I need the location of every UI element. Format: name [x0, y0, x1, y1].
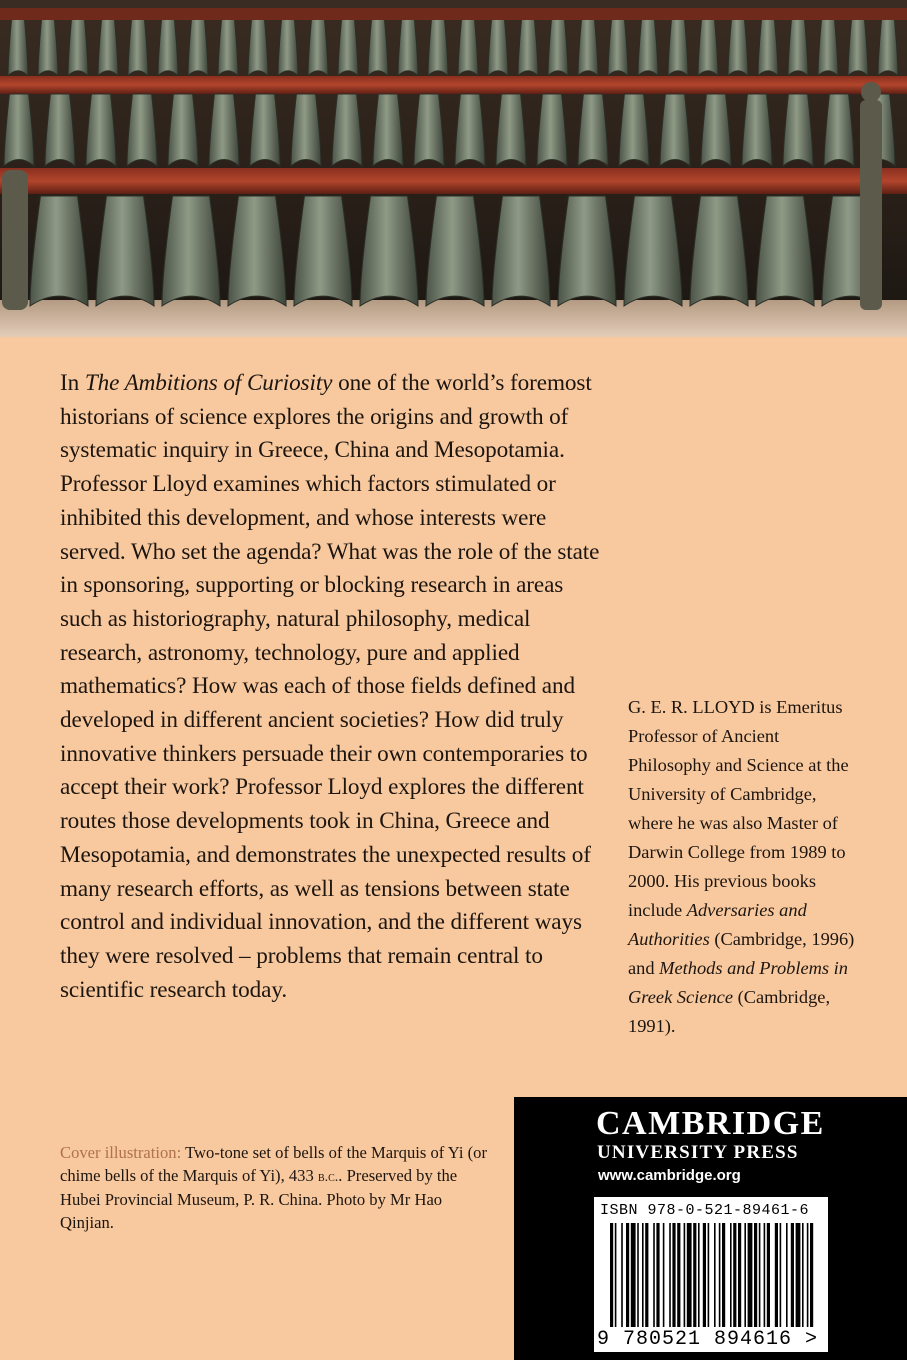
small-bell [668, 18, 688, 76]
small-bell [488, 18, 508, 76]
barcode-bar [626, 1223, 629, 1327]
large-bell [96, 196, 154, 306]
bio-text-2: (Cambridge, 1996) and [628, 929, 855, 978]
author-bio-paragraph [628, 693, 863, 1041]
large-bell [624, 196, 682, 306]
credit-text-1: Two-tone set of bells of the Marquis of Yi (or chime bells of the Marquis of Yi), 433 [60, 1143, 487, 1185]
small-bell [878, 18, 898, 76]
barcode-bar [615, 1223, 617, 1327]
medium-bell [291, 94, 321, 166]
small-bell [338, 18, 358, 76]
medium-bell [332, 94, 362, 166]
cover-illustration-credit [60, 1142, 500, 1234]
small-bell [818, 18, 838, 76]
small-bell [248, 18, 268, 76]
bio-book-1: Adversaries and Authorities [628, 900, 807, 949]
small-bell [698, 18, 718, 76]
medium-bell [783, 94, 813, 166]
credit-era: b.c. [317, 1169, 339, 1185]
top-beam [0, 8, 907, 20]
medium-bell [537, 94, 567, 166]
barcode-bar [621, 1223, 623, 1327]
small-bell [218, 18, 238, 76]
barcode-bar [631, 1223, 636, 1327]
small-bell [98, 18, 118, 76]
large-bell [756, 196, 814, 306]
publisher-block [514, 1097, 907, 1360]
medium-bell [742, 94, 772, 166]
barcode-bar [663, 1223, 665, 1327]
book-description [60, 367, 600, 1007]
credit-label: Cover illustration: [60, 1143, 182, 1162]
large-bell [558, 196, 616, 306]
medium-bell [127, 94, 157, 166]
small-bell [518, 18, 538, 76]
barcode-bar [677, 1223, 680, 1327]
barcode-bar [684, 1223, 686, 1327]
barcode-bar [703, 1223, 706, 1327]
small-bell [68, 18, 88, 76]
barcode-bar [653, 1223, 655, 1327]
barcode-bar [719, 1223, 721, 1327]
isbn-label: ISBN 978-0-521-89461-6 [600, 1202, 810, 1219]
small-bell [608, 18, 628, 76]
barcode-bar [698, 1223, 700, 1327]
barcode-bar [642, 1223, 644, 1327]
small-bell [128, 18, 148, 76]
upper-beam [0, 76, 907, 94]
barcode-bar [610, 1223, 613, 1327]
small-bell [758, 18, 778, 76]
bio-text-3: (Cambridge, 1991). [628, 987, 831, 1036]
medium-bell [660, 94, 690, 166]
small-bell [368, 18, 388, 76]
barcode-bar [656, 1223, 659, 1327]
credit-text-2: . Preserved by the Hubei Provincial Museum, P. R. China. Photo by Mr Hao Qinjian. [60, 1165, 458, 1232]
barcode-bar [748, 1223, 753, 1327]
small-bell [848, 18, 868, 76]
small-bell [398, 18, 418, 76]
medium-bell [4, 94, 34, 166]
barcode-bar [669, 1223, 671, 1327]
small-bell [428, 18, 448, 76]
cover-photo [0, 0, 907, 337]
barcode-bar [754, 1223, 757, 1327]
medium-bell [86, 94, 116, 166]
small-bell [278, 18, 298, 76]
medium-bell [824, 94, 854, 166]
publisher-logo-name: CAMBRIDGE [596, 1105, 825, 1142]
bio-text-1: G. E. R. LLOYD is Emeritus Professor of Ancient Philosophy and Science at the University of Cambridge, where he was also Master of Darwin College from 1989 to 2000. His previous books include [628, 697, 849, 920]
barcode-bar [733, 1223, 736, 1327]
large-bell [360, 196, 418, 306]
bronze-figure-left [2, 170, 28, 310]
large-bell [426, 196, 484, 306]
large-bell [228, 196, 286, 306]
large-bell [294, 196, 352, 306]
barcode-bar [759, 1223, 761, 1327]
small-bell [638, 18, 658, 76]
barcode-bar [775, 1223, 778, 1327]
barcode-bar [637, 1223, 639, 1327]
description-lead: In [60, 370, 85, 396]
small-bell [188, 18, 208, 76]
barcode-bars [594, 1223, 828, 1327]
barcode-bar [780, 1223, 782, 1327]
large-bell [690, 196, 748, 306]
barcode-bar [802, 1223, 804, 1327]
lower-beam [0, 168, 907, 194]
barcode-bar [796, 1223, 801, 1327]
barcode-bar [764, 1223, 766, 1327]
barcode-bar [786, 1223, 788, 1327]
barcode-bar [672, 1223, 675, 1327]
medium-bell [455, 94, 485, 166]
description-body: one of the world’s foremost historians of science explores the origins and growth of systematic inquiry in Greece, China and Mesopotamia. Professor Lloyd examines which factors stimulated or inhibited this development, and whose interests were served. Who set the agenda? What was the role of the state in sponsoring, supporting or blocking research in areas such as historiography, natural philosophy, medical research, astronomy, technology, pure and applied mathematics? How was each of those fields defined and developed in different ancient societies? How did truly innovative thinkers persuade their own contemporaries to accept their work? Professor Lloyd explores the different routes those developments took in China, Greece and Mesopotamia, and demonstrates the unexpected results of many research efforts, as well as tensions between state control and individual innovation, and the different ways they were resolved – problems that remain central to scientific research today. [60, 370, 600, 1003]
publisher-url: www.cambridge.org [598, 1167, 741, 1184]
large-bell [162, 196, 220, 306]
medium-bell [168, 94, 198, 166]
author-bio [628, 693, 863, 1041]
medium-bell [578, 94, 608, 166]
barcode-bar [810, 1223, 813, 1327]
publisher-logo-subtitle: UNIVERSITY PRESS [597, 1142, 799, 1163]
barcode-bar [744, 1223, 746, 1327]
small-bell [788, 18, 808, 76]
medium-bell [250, 94, 280, 166]
barcode-bar [791, 1223, 794, 1327]
barcode-bar [722, 1223, 725, 1327]
barcode-bar [687, 1223, 692, 1327]
small-bell [728, 18, 748, 76]
small-bell [578, 18, 598, 76]
bells-illustration [0, 0, 907, 337]
medium-bell [619, 94, 649, 166]
barcode-bar [708, 1223, 710, 1327]
barcode-bar [645, 1223, 648, 1327]
bronze-figure-head [861, 82, 881, 102]
small-bell [158, 18, 178, 76]
medium-bell [496, 94, 526, 166]
medium-bell [209, 94, 239, 166]
small-bell [8, 18, 28, 76]
description-paragraph [60, 367, 600, 1007]
small-bell [458, 18, 478, 76]
medium-bell [373, 94, 403, 166]
small-bell [308, 18, 328, 76]
small-bell [38, 18, 58, 76]
barcode-bar [730, 1223, 732, 1327]
isbn-barcode [594, 1197, 828, 1352]
barcode-bar [714, 1223, 716, 1327]
barcode-bar [767, 1223, 770, 1327]
large-bell [30, 196, 88, 306]
barcode-bar [807, 1223, 809, 1327]
medium-bell [45, 94, 75, 166]
large-bell [492, 196, 550, 306]
ean-digits: 9 780521 894616 > [597, 1328, 819, 1351]
medium-bell [701, 94, 731, 166]
small-bell [548, 18, 568, 76]
medium-bell [414, 94, 444, 166]
barcode-bar [693, 1223, 696, 1327]
bio-book-2: Methods and Problems in Greek Science [628, 958, 848, 1007]
credit-paragraph [60, 1142, 500, 1234]
bronze-figure-right [860, 100, 882, 310]
book-title: The Ambitions of Curiosity [84, 370, 333, 396]
barcode-bar [738, 1223, 741, 1327]
